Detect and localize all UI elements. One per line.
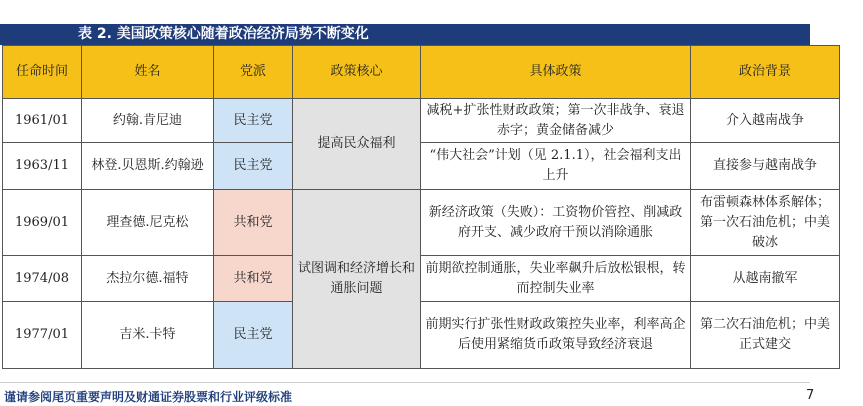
header-date: 任命时间: [3, 46, 82, 99]
party-cell: 民主党: [214, 143, 293, 190]
party-cell: 民主党: [214, 99, 293, 143]
footer-disclaimer: 谨请参阅尾页重要声明及财通证券股票和行业评级标准: [4, 390, 293, 404]
policy-cell: 前期实行扩张性财政政策控失业率，利率高企后使用紧缩货币政策导致经济衰退: [421, 302, 691, 369]
name-cell: 林登.贝恩斯.约翰逊: [82, 143, 214, 190]
party-cell: 共和党: [214, 256, 293, 302]
background-cell: 直接参与越南战争: [691, 143, 840, 190]
name-cell: 约翰.肯尼迪: [82, 99, 214, 143]
name-cell: 理查德.尼克松: [82, 190, 214, 256]
background-cell: 布雷顿森林体系解体；第一次石油危机；中美破冰: [691, 190, 840, 256]
header-policy: 具体政策: [421, 46, 691, 99]
table-row: [3, 256, 840, 302]
header-background: 政治背景: [691, 46, 840, 99]
table-row: [3, 190, 840, 256]
table-row: [3, 302, 840, 369]
background-cell: 从越南撤军: [691, 256, 840, 302]
policy-cell: 前期欲控制通胀，失业率飙升后放松银根，转而控制失业率: [421, 256, 691, 302]
policy-cell: “伟大社会”计划（见 2.1.1），社会福利支出上升: [421, 143, 691, 190]
header-core: 政策核心: [293, 46, 421, 99]
table-title-bar: [0, 24, 810, 45]
name-cell: 吉米.卡特: [82, 302, 214, 369]
policy-table: [2, 45, 840, 369]
footer-divider: [0, 382, 810, 383]
party-cell: 共和党: [214, 190, 293, 256]
header-name: 姓名: [82, 46, 214, 99]
date-cell: 1977/01: [3, 302, 82, 369]
background-cell: 介入越南战争: [691, 99, 840, 143]
name-cell: 杰拉尔德.福特: [82, 256, 214, 302]
core-cell: 试图调和经济增长和通胀问题: [293, 190, 421, 369]
table-title: 表 2. 美国政策核心随着政治经济局势不断变化: [78, 26, 369, 42]
date-cell: 1969/01: [3, 190, 82, 256]
policy-cell: 减税+扩张性财政政策；第一次非战争、衰退赤字；黄金储备减少: [421, 99, 691, 143]
date-cell: 1961/01: [3, 99, 82, 143]
date-cell: 1974/08: [3, 256, 82, 302]
party-cell: 民主党: [214, 302, 293, 369]
header-party: 党派: [214, 46, 293, 99]
core-cell: 提高民众福利: [293, 99, 421, 190]
table-header-row: [3, 46, 840, 99]
table-row: [3, 99, 840, 143]
background-cell: 第二次石油危机；中美正式建交: [691, 302, 840, 369]
policy-cell: 新经济政策（失败）：工资物价管控、削减政府开支、减少政府干预以消除通胀: [421, 190, 691, 256]
page-number: 7: [806, 388, 815, 403]
table-row: [3, 143, 840, 190]
date-cell: 1963/11: [3, 143, 82, 190]
